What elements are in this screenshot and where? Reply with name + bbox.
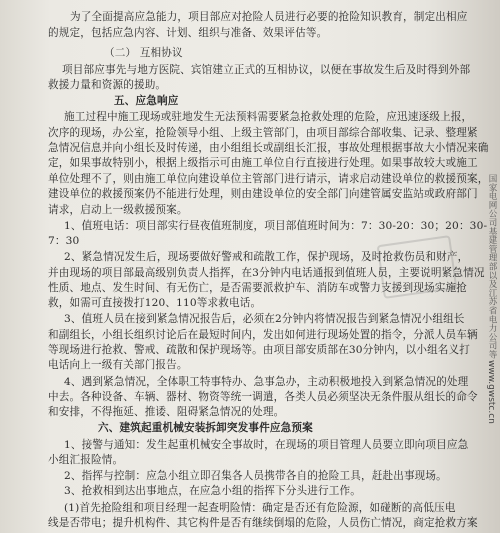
paragraph-line: 3、抢救相到达出事地点，在应急小组的指挥下分头进行工作。 — [64, 485, 361, 497]
paragraph-line: 7：30 — [48, 235, 80, 247]
paragraph-line: 2、指挥与控制：应急小组立即召集各人员携带各自的抢险工具，赶赴出事现场。 — [64, 470, 447, 482]
paragraph-line: 救援力量和资源的援助。 — [48, 79, 167, 91]
paragraph-line: 的规定，包括应急内容、计划、组织与准备、效果评估等。 — [48, 27, 328, 39]
paragraph-line: 线是否带电；提升机构件、其它构件是否有继续倒塌的危险，人员伤亡情况，商定抢救方案 — [48, 517, 478, 529]
paragraph-line: （二） 互相协议 — [104, 47, 183, 59]
paragraph-line: 急情况信息并向小组长及时传递，由小组组长或副组长汇报，事故处理根据事故大小情况来确 — [48, 142, 489, 154]
paragraph-line: 和副组长，小组长组织讨论后在最短时间内，发出如何进行现场处置的指令，分派人员车辆 — [48, 329, 478, 341]
paragraph-line: 和安排，不得拖延、推诿、阻碍紧急情况的处理。 — [48, 406, 285, 418]
section-heading: 五、应急响应 — [114, 95, 179, 107]
paragraph-line: 性质、地点、发生时间、有无伤亡，是否需要派救护车、消防车或警力支援到现场实施抢 — [48, 282, 468, 294]
section-heading: 六、建筑起重机械安装拆卸突发事件应急预案 — [98, 422, 313, 434]
paragraph-line: 并由现场的项目部最高级别负责人指挥，在3分钟内电话通报到值班人员，主要说明紧急情况 — [48, 267, 485, 279]
paragraph-line: 小组汇报险情。 — [48, 454, 124, 466]
paragraph-line: 次序的现场，办公室，抢险领导小组、上级主管部门，由项目部综合部收集、记录、整理紧 — [48, 127, 478, 139]
paragraph-line: 救，如需可直接拨打120、110等求救电话。 — [48, 297, 262, 309]
paragraph-line: 定，如果事故特别小，根据上级指示可由施工单位自行直接进行处理。如果事故较大或施工 — [48, 157, 478, 169]
paragraph-line: 电话向上一级有关部门报告。 — [48, 359, 188, 371]
paragraph-line: 1、值班电话：项目部实行昼夜值班制度，项目部值班时间为：7：30-20：30；20：30- — [64, 220, 488, 232]
paragraph-line: 1、接警与通知：发生起重机械安全事故时，在现场的项目管理人员要立即向项目应急 — [64, 439, 469, 451]
paragraph-line: 中去。各种设备、车辆、器材、物资等统一调遣，各类人员必须坚决无条件服从组长的命令 — [48, 391, 478, 403]
paragraph-line: 建设单位的救援预案仍不能进行处理，则由建设单位的安全部门向建管属安监站或政府部门 — [48, 188, 478, 200]
margin-vertical-text: 国家电网公司基建管理部以及江苏省电力公司等 — [487, 174, 497, 359]
paragraph-line: 单位处理不了，则由施工单位向建设单位主管部门进行请示，请求启动建设单位的救援预案， — [48, 173, 489, 185]
paragraph-line: 施工过程中施工现场或驻地发生无法预料需要紧急抢救处理的危险，应迅速逐级上报， — [64, 111, 473, 123]
paragraph-line: 2、紧急情况发生后，现场要做好警戒和疏散工作，保护现场，及时抢救伤员和财产， — [64, 251, 469, 263]
paragraph-line: 4、遇到紧急情况，全体职工特事特办、急事急办，主动积极地投入到紧急情况的处理 — [64, 376, 469, 388]
paragraph-line: 请求，启动上一级救援预案。 — [48, 204, 188, 216]
margin-url-text: www.gwstc.cn — [486, 360, 496, 424]
paragraph-line: 项目部应事先与地方医院、宾馆建立正式的互相协议，以便在事故发生后及时得到外部 — [62, 64, 471, 76]
paragraph-line: (1)首先抢险组和项目经理一起查明险情：确定是否还有危险源，如碰断的高低压电 — [64, 502, 456, 514]
paragraph-line: 为了全面提高应急能力，项目部应对抢险人员进行必要的抢险知识教育，制定出相应 — [70, 11, 468, 23]
paragraph-line: 等现场进行抢救、警戒、疏散和保护现场等。由项目部安质部在30分钟内，以小组名义打 — [48, 344, 471, 356]
paragraph-line: 3、值班人员在接到紧急情况报告后，必须在2分钟内将情况报告到紧急情况小组组长 — [64, 313, 465, 325]
